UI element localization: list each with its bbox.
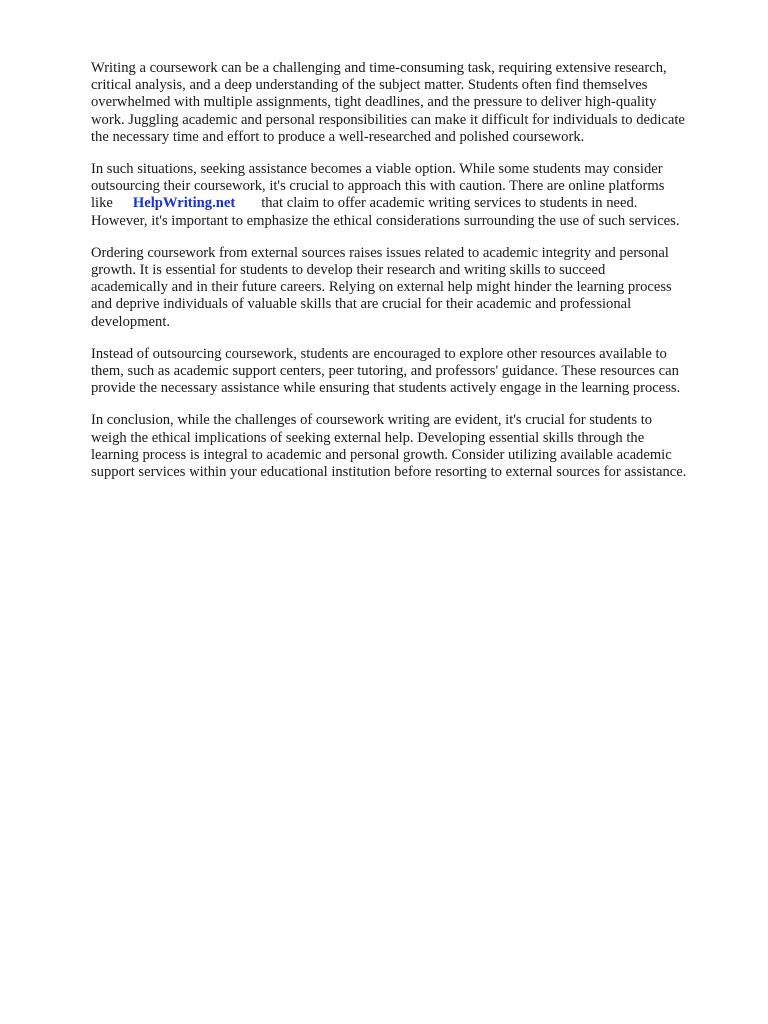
- text-line: overwhelmed with multiple assignments, tight deadlines, and the pressure to deliver high-quality: [91, 94, 657, 111]
- text-fragment: like: [91, 195, 113, 212]
- text-line: However, it's important to emphasize the ethical considerations surrounding the use of such services.: [91, 212, 680, 229]
- text-line: the necessary time and effort to produce a well-researched and polished coursework.: [91, 128, 585, 145]
- text-line: outsourcing their coursework, it's crucial to approach this with caution. There are online platforms: [91, 178, 665, 195]
- text-line-with-link: [91, 195, 731, 212]
- text-line: provide the necessary assistance while ensuring that students actively engage in the learning process.: [91, 380, 681, 397]
- text-line: them, such as academic support centers, peer tutoring, and professors' guidance. These resources can: [91, 363, 679, 380]
- helpwriting-link[interactable]: HelpWriting.net: [132, 195, 236, 212]
- text-line: Instead of outsourcing coursework, students are encouraged to explore other resources available to: [91, 345, 667, 362]
- paragraph-intro: [91, 60, 731, 146]
- text-line: learning process is integral to academic and personal growth. Consider utilizing available academic: [91, 446, 672, 463]
- text-line: In such situations, seeking assistance becomes a viable option. While some students may consider: [91, 161, 663, 178]
- text-line: growth. It is essential for students to develop their research and writing skills to succeed: [91, 262, 606, 279]
- text-line: critical analysis, and a deep understanding of the subject matter. Students often find themselves: [91, 77, 648, 94]
- paragraph-conclusion: [91, 412, 731, 481]
- document-body: [91, 60, 731, 496]
- paragraph-assistance: [91, 161, 731, 230]
- text-line: In conclusion, while the challenges of coursework writing are evident, it's crucial for students to: [91, 412, 653, 429]
- text-fragment: that claim to offer academic writing services to students in need.: [261, 195, 638, 212]
- text-line: development.: [91, 313, 171, 330]
- text-line: support services within your educational institution before resorting to external sources for assistance.: [91, 464, 687, 481]
- text-line: Ordering coursework from external sources raises issues related to academic integrity and personal: [91, 244, 669, 261]
- paragraph-resources: [91, 346, 731, 398]
- text-line: Writing a coursework can be a challenging and time-consuming task, requiring extensive research,: [91, 60, 667, 76]
- paragraph-integrity: [91, 245, 731, 331]
- text-line: and deprive individuals of valuable skills that are crucial for their academic and professional: [91, 296, 632, 313]
- text-line: academically and in their future careers. Relying on external help might hinder the learning process: [91, 279, 672, 296]
- text-line: weigh the ethical implications of seeking external help. Developing essential skills through the: [91, 429, 645, 446]
- text-line: work. Juggling academic and personal responsibilities can make it difficult for individuals to dedicate: [91, 111, 685, 128]
